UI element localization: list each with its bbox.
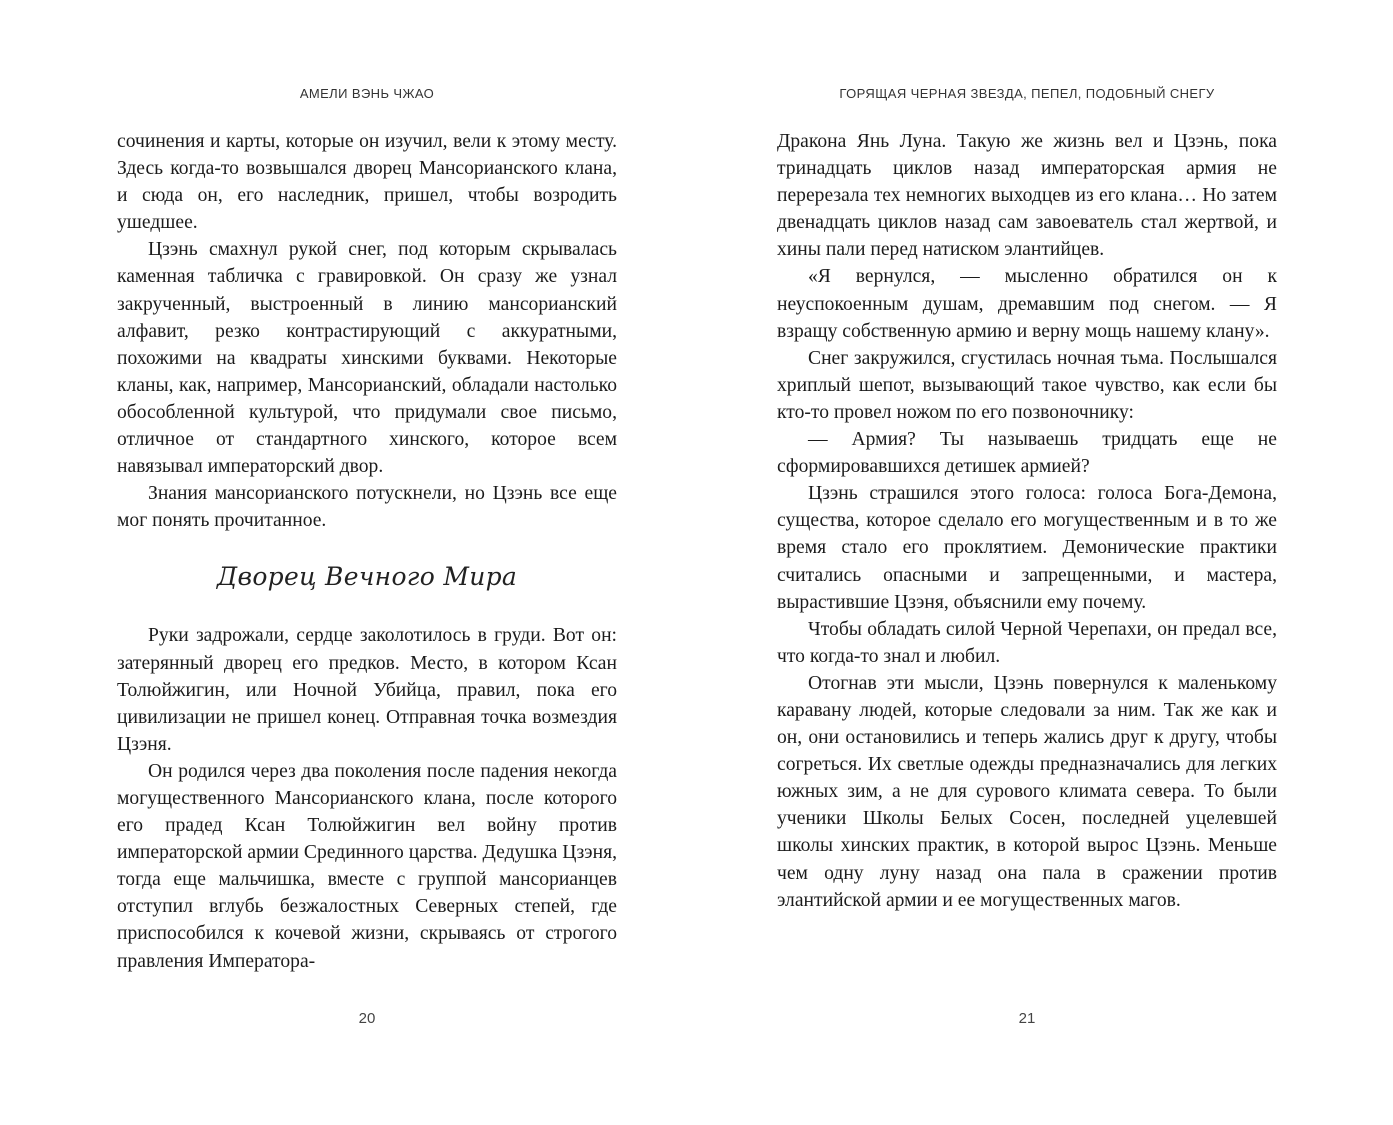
section-title: Дворец Вечного Мира (216, 562, 518, 592)
paragraph: Снег закружился, сгустилась ночная тьма. Послышался хриплый шепот, вызывающий такое чувство, как если бы кто-то провел ножом по его позвоночнику: (777, 347, 1277, 423)
left-page-body (117, 128, 617, 975)
paragraph: «Я вернулся, — мысленно обратился он к неуспокоенным душам, дремавшим под снегом. — Я взращу собственную армию и верну мощь нашему клану». (777, 266, 1277, 342)
running-head-title: ГОРЯЩАЯ ЧЕРНАЯ ЗВЕЗДА, ПЕПЕЛ, ПОДОБНЫЙ СНЕГУ (839, 86, 1215, 101)
right-page-body (777, 128, 1277, 914)
paragraph: Руки задрожали, сердце заколотилось в груди. Вот он: затерянный дворец его предков. Место, в котором Ксан Толюйжигин, или Ночной Убийца, правил, пока его цивилизации не пришел конец. Отправная точка возмездия Цзэня. (117, 625, 617, 755)
left-page (117, 0, 617, 1125)
paragraph: Отогнав эти мысли, Цзэнь повернулся к маленькому каравану людей, которые следовали за ним. Так же как и он, они остановились и теперь жались друг к другу, чтобы согреться. Их светлые одежды предназначались для легких южных зим, а не для сурового климата севера. То были ученики Школы Белых Сосен, последней уцелевшей школы хинских практик, в которой вырос Цзэнь. Меньше чем одну луну назад она пала в сражении против элантийской армии и ее могущественных магов. (777, 672, 1277, 911)
paragraph: Чтобы обладать силой Черной Черепахи, он предал все, что когда-то знал и любил. (777, 618, 1277, 667)
page-number-right: 21 (1018, 1010, 1036, 1027)
page-number-left: 20 (358, 1010, 376, 1027)
paragraph: Дракона Янь Луна. Такую же жизнь вел и Цзэнь, пока тринадцать циклов назад императорская армия не перерезала тех немногих выходцев из его клана… Но затем двенадцать циклов назад сам завоеватель стал жертвой, и хины пали перед натиском элантийцев. (777, 131, 1277, 261)
paragraph: Цзэнь страшился этого голоса: голоса Бога-Демона, существа, которое сделало его могущественным и в то же время стало его проклятием. Демонические практики считались опасными и запрещенными, и мастера, вырастившие Цзэня, объяснили ему почему. (777, 483, 1277, 613)
paragraph: Знания мансорианского потускнели, но Цзэнь все еще мог понять прочитанное. (117, 483, 617, 532)
paragraph: Он родился через два поколения после падения некогда могущественного Мансорианского клана, после которого его прадед Ксан Толюйжигин вел войну против императорской армии Срединного царства. Дедушка Цзэня, тогда еще мальчишка, вместе с группой мансорианцев отступил вглубь безжалостных Северных степей, где приспособился к кочевой жизни, скрываясь от строгого правления Императора- (117, 760, 617, 972)
right-page (777, 0, 1277, 1125)
paragraph: сочинения и карты, которые он изучил, вели к этому месту. Здесь когда-то возвышался дворец Мансорианского клана, и сюда он, его наследник, пришел, чтобы возродить ушедшее. (117, 131, 617, 234)
running-head-author: АМЕЛИ ВЭНЬ ЧЖАО (299, 86, 435, 101)
paragraph: Цзэнь смахнул рукой снег, под которым скрывалась каменная табличка с гравировкой. Он сразу же узнал закрученный, выстроенный в линию мансорианский алфавит, резко контрастирующий с аккуратными, похожими на квадраты хинскими буквами. Некоторые кланы, как, например, Мансорианский, обладали настолько обособленной культурой, что придумали свое письмо, отличное от стандартного хинского, которое всем навязывал императорский двор. (117, 239, 617, 478)
paragraph: — Армия? Ты называешь тридцать еще не сформировавшихся детишек армией? (777, 429, 1277, 478)
